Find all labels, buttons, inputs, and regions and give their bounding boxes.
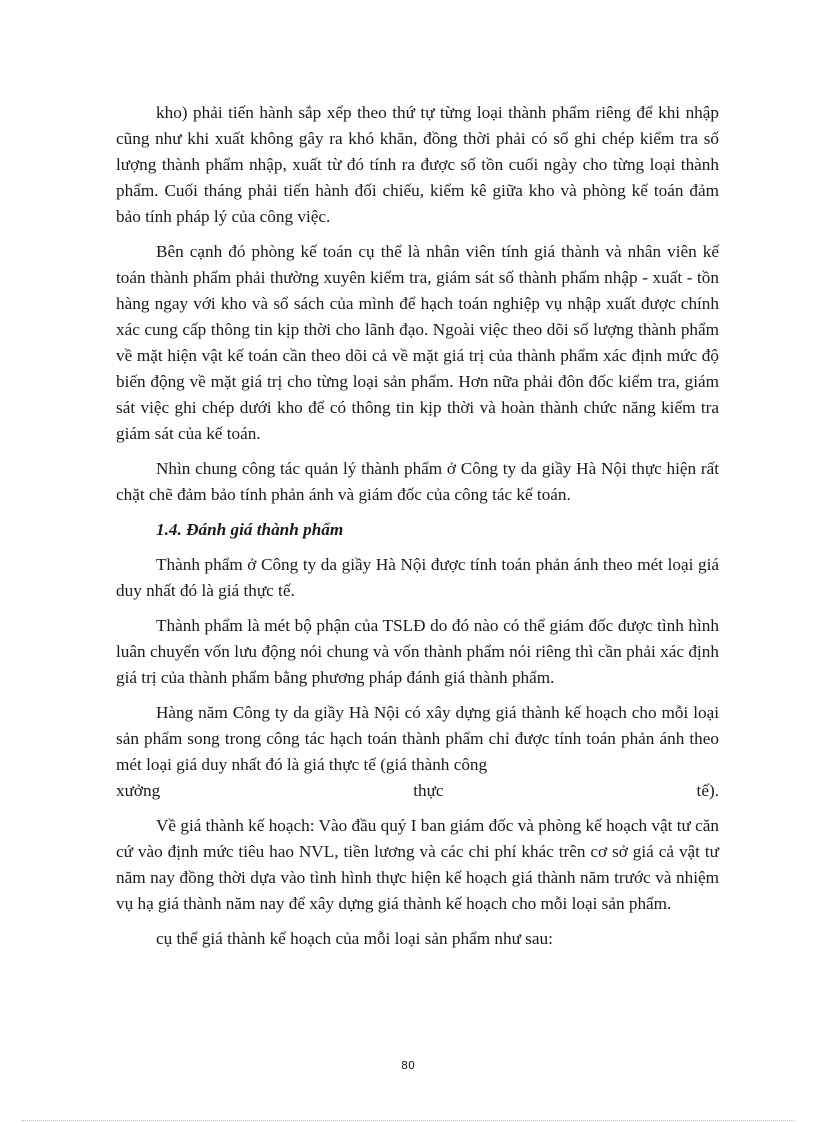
- spread-word: xưởng: [116, 781, 161, 800]
- paragraph-warehouse-sorting: kho) phải tiến hành sắp xếp theo thứ tự từng loại thành phẩm riêng để khi nhập cũng như khi xuất không gây ra khó khăn, đồng thời phải có sổ ghi chép kiểm tra số lượng thành phẩm nhập, xuất từ đó tính ra được số tồn cuối ngày cho từng loại thành phẩm. Cuối tháng phải tiến hành đối chiếu, kiểm kê giữa kho và phòng kế toán đảm bảo tính pháp lý của công việc.: [116, 103, 719, 226]
- paragraph-annual-plan: Hàng năm Công ty da giầy Hà Nội có xây dựng giá thành kế hoạch cho mỗi loại sản phẩm song trong công tác hạch toán thành phẩm chỉ được tính toán phản ánh theo mét loại giá duy nhất đó là giá thực tế (giá thành công: [116, 703, 719, 774]
- spread-word: thực: [413, 781, 444, 800]
- paragraph-accounting-supervision: Bên cạnh đó phòng kế toán cụ thể là nhân viên tính giá thành và nhân viên kế toán thành phẩm phải thường xuyên kiểm tra, giám sát số thành phẩm nhập - xuất - tồn hàng ngay với kho và sổ sách của mình để hạch toán nghiệp vụ nhập xuất được chính xác cung cấp thông tin kịp thời cho lãnh đạo. Ngoài việc theo dõi số lượng thành phẩm về mặt hiện vật kế toán cần theo dõi cả về mặt giá trị của thành phẩm xác định mức độ biến động về mặt giá trị cho từng loại sản phẩm. Hơn nữa phải đôn đốc kiểm tra, giám sát việc ghi chép dưới kho để có thông tin kịp thời và hoàn thành chức năng kiểm tra giám sát của kế toán.: [116, 242, 719, 443]
- section-heading: 1.4. Đánh giá thành phẩm: [156, 520, 344, 539]
- paragraph-management-summary: Nhìn chung công tác quản lý thành phẩm ở Công ty da giầy Hà Nội thực hiện rất chặt chẽ đảm bảo tính phản ánh và giám đốc của công tác kế toán.: [116, 459, 719, 504]
- paragraph-planned-cost: Về giá thành kế hoạch: Vào đầu quý I ban giám đốc và phòng kế hoạch vật tư căn cứ vào định mức tiêu hao NVL, tiền lương và các chi phí khác trên cơ sở giá cả vật tư năm nay đồng thời dựa vào tình hình thực hiện kế hoạch giá thành năm trước và nhiệm vụ hạ giá thành năm nay để xây dựng giá thành kế hoạch cho mỗi loại sản phẩm.: [116, 816, 719, 913]
- paragraph-closing-line: cụ thể giá thành kế hoạch của mỗi loại sản phẩm như sau:: [156, 929, 553, 948]
- spread-word: tế).: [696, 781, 719, 800]
- document-body: [116, 100, 719, 961]
- paragraph-tsld: Thành phẩm là mét bộ phận của TSLĐ do đó nào có thể giám đốc được tình hình luân chuyển vốn lưu động nói chung và vốn thành phẩm nói riêng thì cần phải xác định giá trị của thành phẩm bằng phương pháp đánh giá thành phẩm.: [116, 616, 719, 687]
- justified-last-line: [116, 778, 719, 804]
- paragraph-valuation-method: Thành phẩm ở Công ty da giầy Hà Nội được tính toán phản ánh theo mét loại giá duy nhất đó là giá thực tế.: [116, 555, 719, 600]
- page-bottom-divider: [22, 1120, 794, 1121]
- page-number: 80: [401, 1059, 415, 1072]
